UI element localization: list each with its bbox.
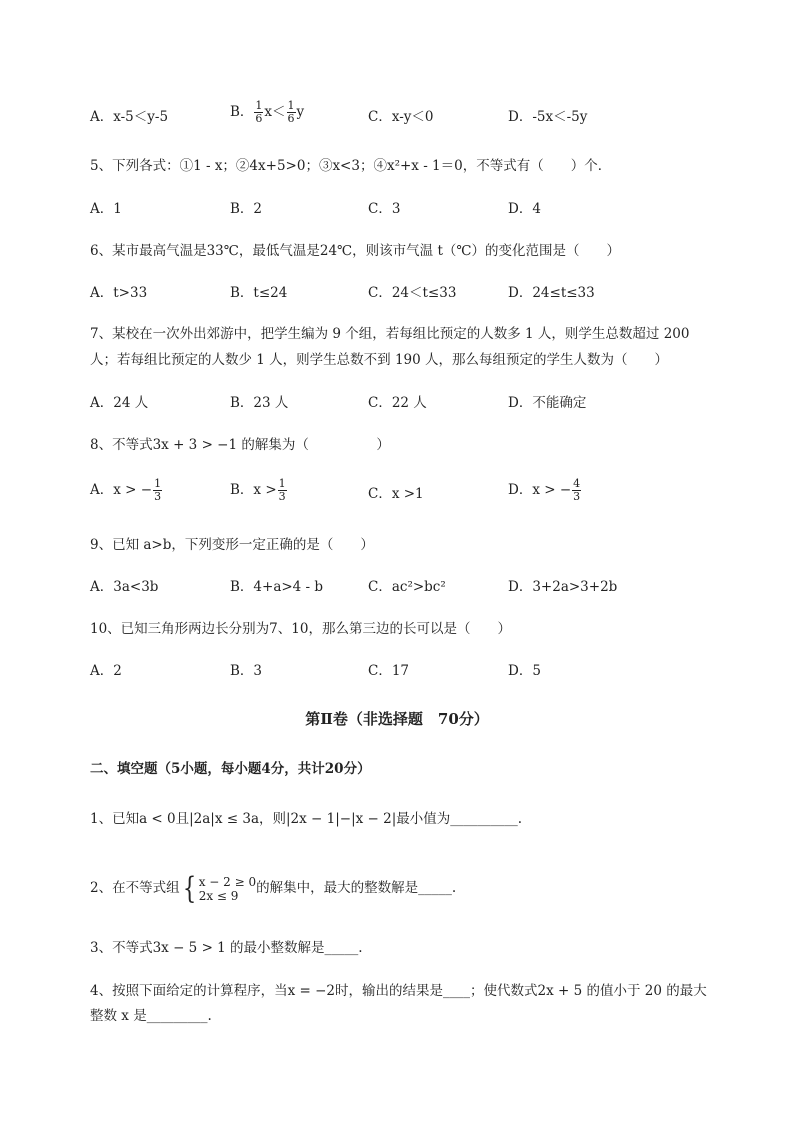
q8-option-b [230, 478, 288, 503]
fill-q4-line1: 4、按照下面给定的计算程序，当x = −2时，输出的结果是____；使代数式2x + 5 的值小于 20 的最大 [90, 983, 707, 999]
fill-q1: 1、已知a < 0且|2a|x ≤ 3a，则|2x − 1|−|x − 2|最小值为__________. [90, 811, 523, 827]
q5-option-b: B．2 [230, 201, 263, 217]
q10-option-a: A．2 [90, 663, 122, 679]
q7-stem-line1: 7、某校在一次外出郊游中，把学生编为 9 个组，若每组比预定的人数多 1 人，则学生总数超过 200 [90, 326, 690, 342]
q7-stem-line2: 人；若每组比预定的人数少 1 人，则学生总数不到 190 人，那么每组预定的学生人数为（ ） [90, 352, 669, 368]
q5-option-a: A．1 [90, 201, 122, 217]
q4-option-a: A．x-5＜y-5 [90, 109, 169, 125]
q8-option-c: C．x >1 [368, 486, 424, 502]
fill-q2-prefix: 2、在不等式组 [90, 880, 180, 896]
frac-den: 6 [287, 112, 295, 125]
left-brace-icon: { [182, 870, 196, 906]
q4-b-fraction-1 [254, 100, 263, 125]
q6-option-c: C．24＜t≤33 [368, 285, 457, 301]
frac-den: 3 [573, 490, 581, 503]
frac-num: 4 [573, 477, 581, 490]
fill-q4-line2: 整数 x 是_________. [90, 1008, 212, 1024]
q7-option-c: C．22 人 [368, 395, 427, 411]
q5-option-d: D．4 [508, 201, 541, 217]
q7-option-d: D．不能确定 [508, 395, 587, 411]
q4-option-d: D．-5x＜-5y [508, 109, 588, 125]
q4-b-mid: x＜ [264, 104, 286, 120]
q9-option-c: C．ac²>bc² [368, 579, 446, 595]
system-row-2: 2x ≤ 9 [198, 888, 239, 903]
fill-q2-suffix: 的解集中，最大的整数解是_____. [256, 880, 457, 896]
q8-d-prefix: D．x > − [508, 482, 572, 498]
q8-b-prefix: B．x > [230, 482, 277, 498]
q6-option-a: A．t>33 [90, 285, 148, 301]
q6-stem: 6、某市最高气温是33℃，最低气温是24℃，则该市气温 t（℃）的变化范围是（ ） [90, 243, 620, 259]
fill-q2 [90, 870, 456, 906]
frac-den: 3 [278, 490, 286, 503]
q7-option-a: A．24 人 [90, 395, 149, 411]
part-2-heading: 二、填空题（5小题，每小题4分，共计20分） [90, 761, 371, 777]
q9-option-d: D．3+2a>3+2b [508, 579, 618, 595]
q8-a-fraction [153, 478, 162, 503]
fill-q3: 3、不等式3x − 5 > 1 的最小整数解是_____. [90, 940, 363, 956]
q8-d-fraction [572, 478, 581, 503]
q10-option-d: D．5 [508, 663, 541, 679]
q6-option-b: B．t≤24 [230, 285, 288, 301]
system-row-1: x − 2 ≥ 0 [198, 874, 257, 889]
q9-stem: 9、已知 a>b，下列变形一定正确的是（ ） [90, 537, 374, 553]
q8-a-prefix: A．x > − [90, 482, 153, 498]
q9-option-b: B．4+a>4 - b [230, 579, 324, 595]
q8-b-fraction [278, 478, 287, 503]
q4-b-fraction-2 [287, 100, 296, 125]
q8-option-d [508, 478, 582, 503]
q10-option-b: B．3 [230, 663, 263, 679]
frac-num: 1 [154, 477, 162, 490]
section-2-title: 第Ⅱ卷（非选择题 70分） [305, 710, 489, 728]
q5-stem: 5、下列各式：①1 - x；②4x+5>0；③x<3；④x²+x - 1＝0，不等式有（ ）个． [90, 158, 612, 174]
q10-option-c: C．17 [368, 663, 410, 679]
q4-b-prefix: B． [230, 104, 254, 120]
q4-option-b [230, 100, 304, 125]
q5-option-c: C．3 [368, 201, 401, 217]
q10-stem: 10、已知三角形两边长分别为7、10，那么第三边的长可以是（ ） [90, 621, 511, 637]
q7-option-b: B．23 人 [230, 395, 289, 411]
frac-num: 1 [287, 99, 295, 112]
frac-den: 3 [154, 490, 162, 503]
inequality-system [180, 870, 257, 906]
q6-option-d: D．24≤t≤33 [508, 285, 595, 301]
q9-option-a: A．3a<3b [90, 579, 159, 595]
q8-option-a [90, 478, 163, 503]
frac-num: 1 [255, 99, 263, 112]
q4-b-suffix: y [296, 104, 305, 120]
q4-option-c: C．x-y＜0 [368, 109, 434, 125]
frac-den: 6 [255, 112, 263, 125]
q8-stem: 8、不等式3x + 3 > −1 的解集为（ ） [90, 437, 390, 453]
frac-num: 1 [278, 477, 286, 490]
